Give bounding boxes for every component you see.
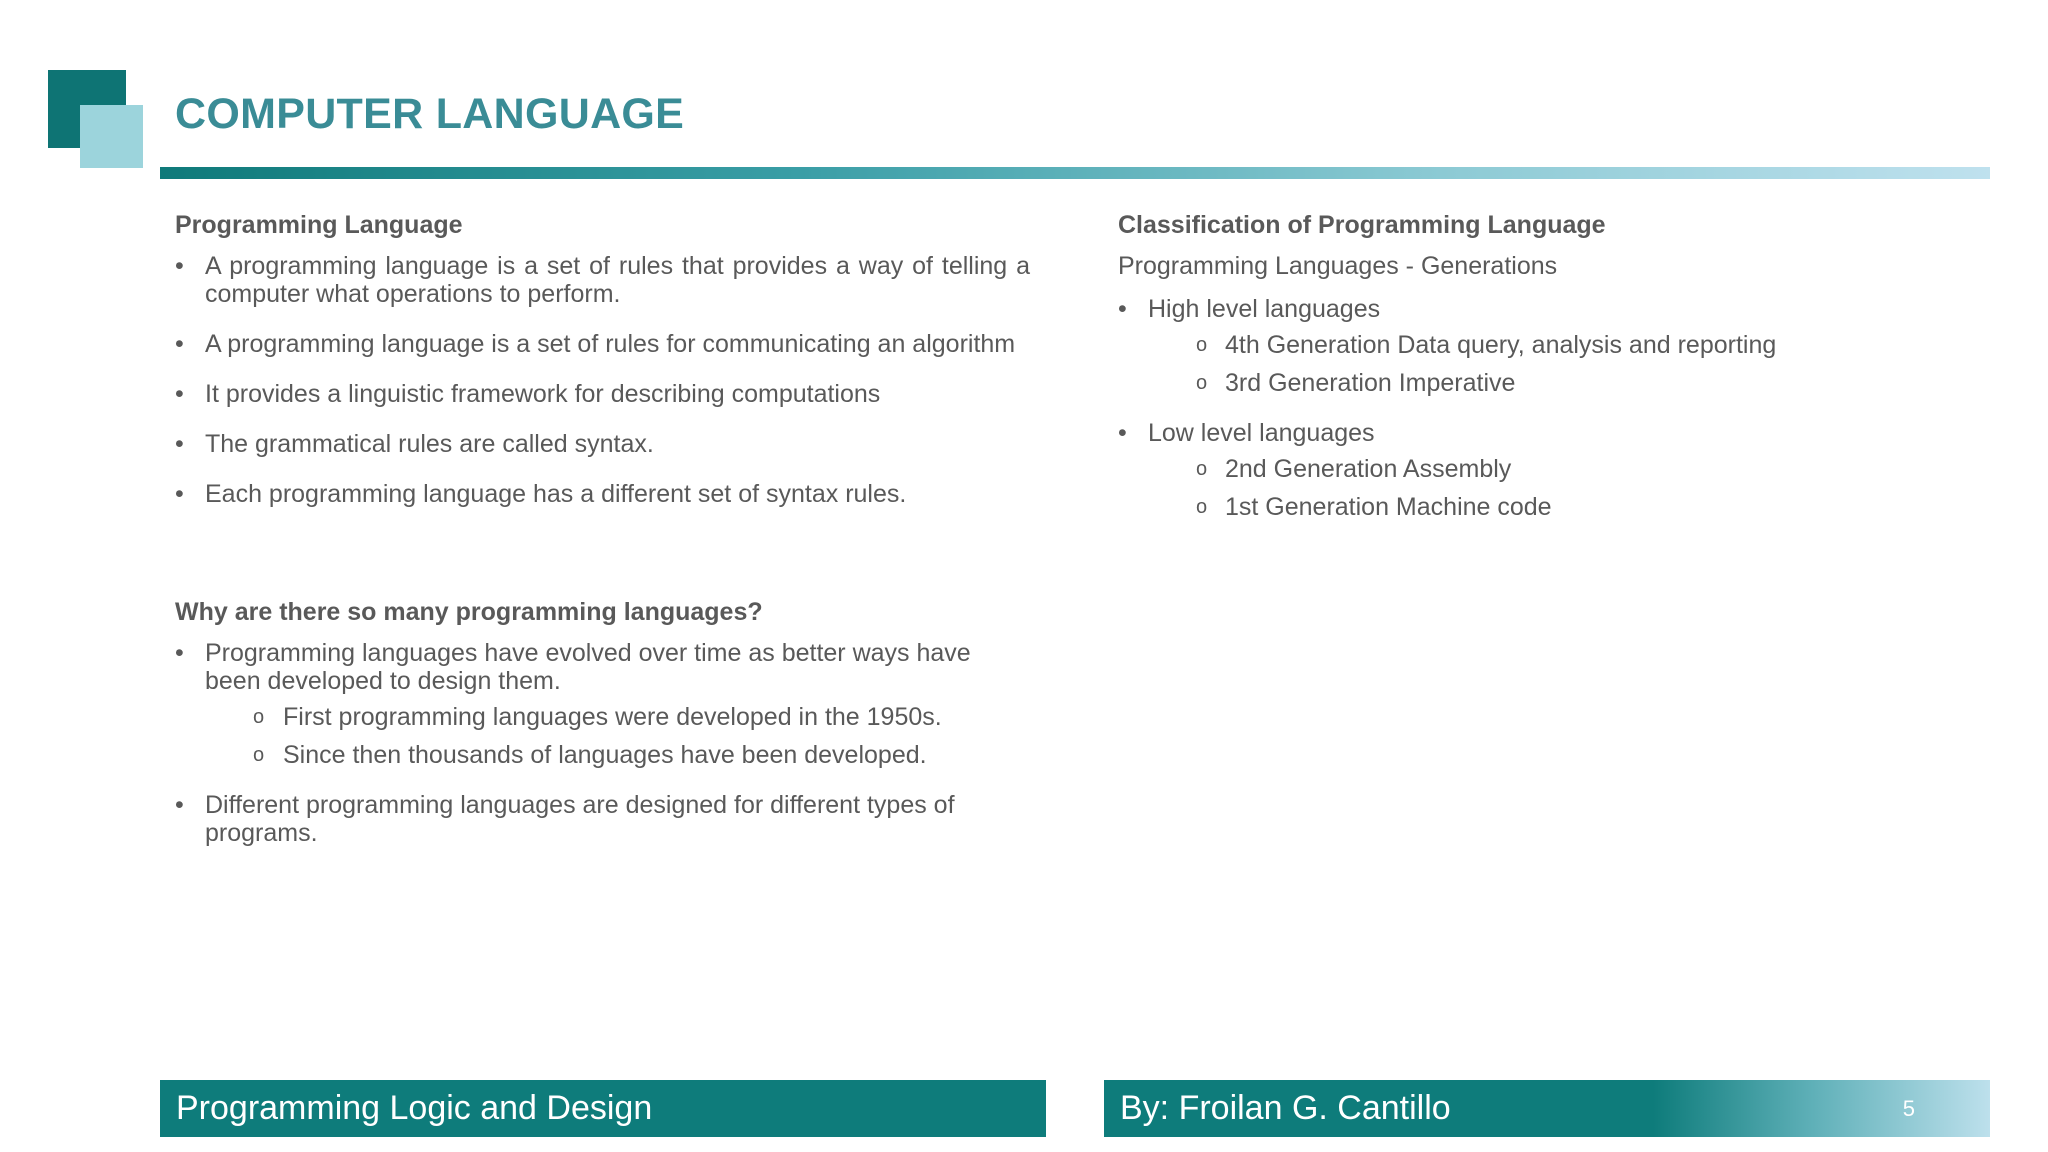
list-item [175, 791, 1030, 847]
footer-course-title [160, 1080, 1046, 1137]
slide-title: COMPUTER LANGUAGE [175, 90, 685, 138]
list-item [175, 330, 1030, 358]
bullet-icon: • [175, 791, 184, 819]
list-item [175, 639, 1030, 695]
sub-list-item [175, 703, 1030, 731]
list-item-text: A programming language is a set of rules that provides a way of telling a computer what operations to perform. [205, 252, 1030, 308]
section-heading-classification: Classification of Programming Language [1118, 211, 1606, 239]
bullet-icon: • [1118, 419, 1127, 447]
list-item-text: A programming language is a set of rules for communicating an algorithm [205, 330, 1016, 358]
page-number: 5 [1902, 1096, 1915, 1121]
list-item-text: Programming languages have evolved over time as better ways have been developed to design them. [205, 639, 971, 695]
low-level-sublist [1118, 455, 1998, 521]
bullet-icon: • [175, 252, 184, 280]
bullet-icon: • [1118, 295, 1127, 323]
list-item-low-level [1118, 419, 1998, 447]
bullet-icon: • [175, 639, 184, 667]
left-column [175, 205, 1030, 869]
footer-author [1104, 1080, 1990, 1137]
list-item [175, 252, 1030, 308]
sub-list-item-text: Since then thousands of languages have been developed. [283, 741, 927, 769]
section-heading-programming-language: Programming Language [175, 211, 463, 239]
sub-list-item [175, 741, 1030, 769]
circle-bullet-icon: o [253, 706, 265, 728]
sub-list-item [1118, 455, 1998, 483]
generations-subtitle: Programming Languages - Generations [1118, 252, 1558, 280]
sub-list-item-text: 1st Generation Machine code [1225, 493, 1552, 521]
sub-list-item-text: 4th Generation Data query, analysis and reporting [1225, 331, 1777, 359]
list-item-text: Each programming language has a different set of syntax rules. [205, 480, 907, 508]
right-column [1118, 205, 1998, 531]
list-item-text: Different programming languages are designed for different types of programs. [205, 791, 955, 847]
list-item [175, 430, 1030, 458]
footer-right-text: By: Froilan G. Cantillo [1120, 1089, 1451, 1127]
bullet-icon: • [175, 380, 184, 408]
sub-list-item-text: First programming languages were developed in the 1950s. [283, 703, 942, 731]
logo-square-light [80, 105, 143, 168]
bullet-icon: • [175, 480, 184, 508]
list-item-text: Low level languages [1148, 419, 1375, 447]
sub-list-item-text: 3rd Generation Imperative [1225, 369, 1516, 397]
list-item [175, 380, 1030, 408]
list-item-text: It provides a linguistic framework for describing computations [205, 380, 881, 408]
footer-left-text: Programming Logic and Design [176, 1089, 653, 1127]
bullet-icon: • [175, 430, 184, 458]
list-item [175, 480, 1030, 508]
circle-bullet-icon: o [1196, 458, 1208, 480]
title-underline [160, 167, 1990, 179]
list-item-text: High level languages [1148, 295, 1381, 323]
list-item-high-level [1118, 295, 1998, 323]
circle-bullet-icon: o [1196, 334, 1208, 356]
sub-list-item [1118, 331, 1998, 359]
section-heading-why-many-languages: Why are there so many programming languages? [175, 598, 763, 626]
circle-bullet-icon: o [1196, 372, 1208, 394]
circle-bullet-icon: o [253, 744, 265, 766]
circle-bullet-icon: o [1196, 496, 1208, 518]
bullet-icon: • [175, 330, 184, 358]
sub-list-item [1118, 369, 1998, 397]
sub-list-item-text: 2nd Generation Assembly [1225, 455, 1512, 483]
sub-list-item [1118, 493, 1998, 521]
list-item-text: The grammatical rules are called syntax. [205, 430, 654, 458]
spacer [175, 530, 1030, 592]
high-level-sublist [1118, 331, 1998, 397]
